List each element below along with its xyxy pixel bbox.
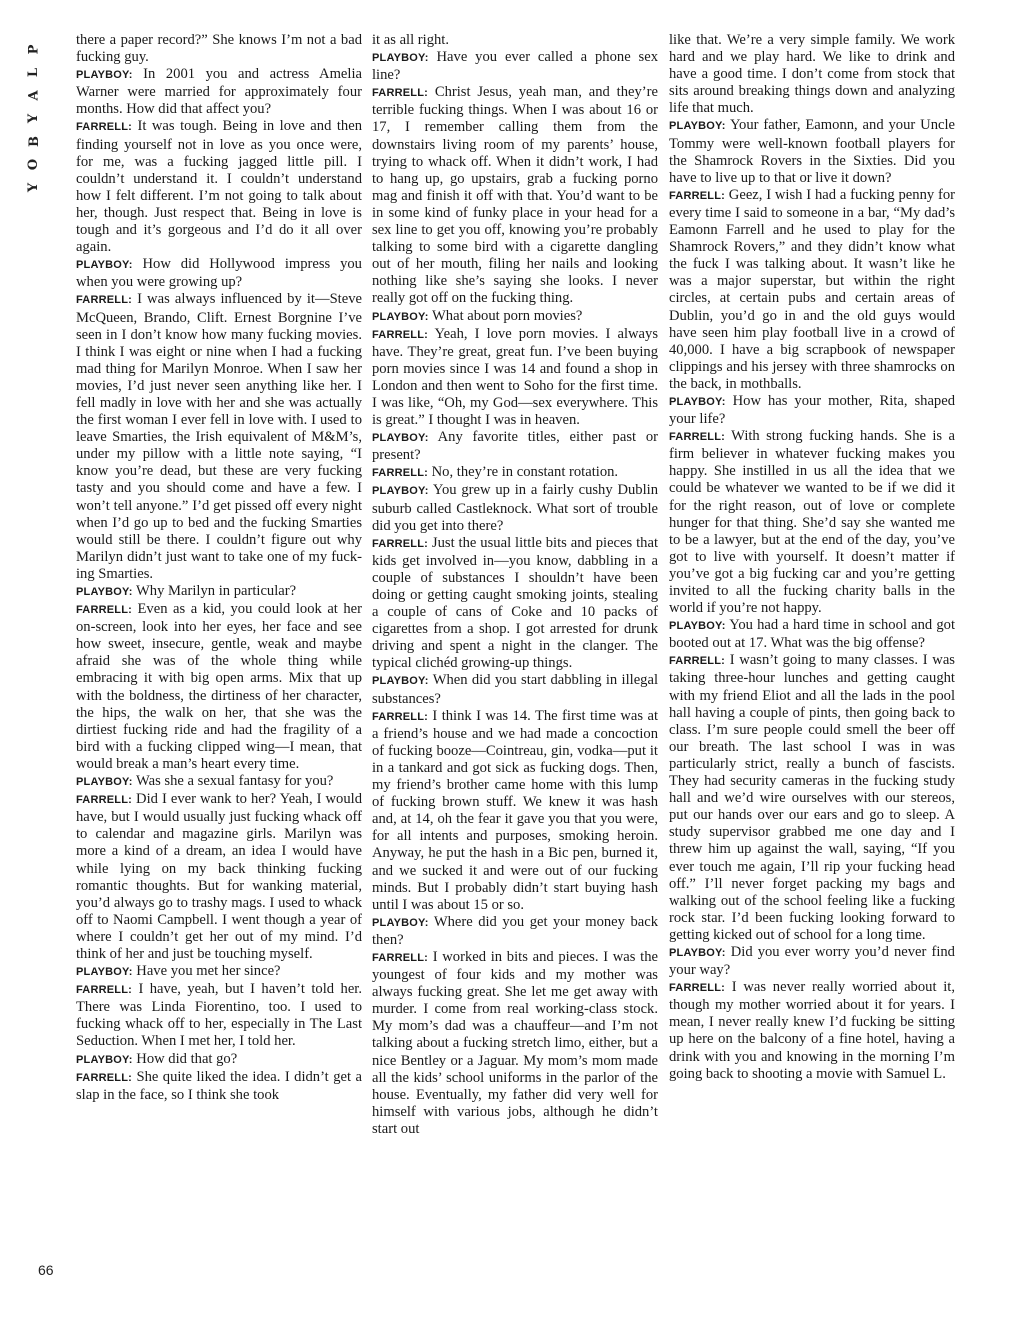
interview-paragraph bbox=[372, 49, 658, 84]
interview-paragraph bbox=[372, 535, 658, 673]
speaker-label: FARRELL: bbox=[372, 87, 428, 100]
paragraph-text: Did you ever worry you’d never find your way? bbox=[669, 943, 955, 979]
interview-paragraph bbox=[372, 482, 658, 534]
paragraph-text: You grew up in a fairly cushy Dublin suburb called Castleknock. What sort of trouble did you get into there? bbox=[372, 482, 658, 534]
paragraph-text: Have you met her since? bbox=[136, 963, 281, 980]
paragraph-text: I was always influenced by it—Steve McQueen, Brando, Clift. Ernest Borgnine I’ve seen in I don’t know how many fucking movies. I think I was eight or nine when I had a fucking mad thing for Marilyn Monroe. When I saw her movies, I’d just never seen anything like her. I fell madly in love with her and she was actually the first woman I ever fell in love with. I used to leave Smarties, the Irish equivalent of M&M’s, under my pillow with a little note saying, “I know you’re dead, but these are very fucking tasty and you should come and have a few. I won’t tell anyone.” I’d get pissed off every night when I’d go up to bed and the fucking Smarties would still be there. I couldn’t figure out why Marilyn didn’t just want to take one of my fuck-ing Smarties. bbox=[76, 291, 362, 582]
paragraph-text: When did you start dabbling in illegal substances? bbox=[372, 672, 658, 707]
paragraph-text: there a paper record?” She knows I’m not a bad fucking guy. bbox=[76, 32, 362, 66]
paragraph-text: Even as a kid, you could look at her on-screen, look into her eyes, her face and see how sweet, insecure, gentle, weak and maybe afraid she was of the whole thing while embracing it with big open arms. Mix that up with the boldness, the dirtiness of her character, the hips, the walk on her, that she was the dirtiest fucking ride and had the fragility of a bird with a fucking clipped wing—I mean, that would break a man’s heart every time. bbox=[76, 601, 363, 772]
interview-paragraph bbox=[76, 256, 362, 291]
paragraph-text: Your father, Eamonn, and your Uncle Tommy were well-known football players for the Shamrock Rovers in the Sixties. Did you have to live up to that or live it down? bbox=[669, 117, 955, 186]
speaker-label: PLAYBOY: bbox=[669, 395, 726, 408]
speaker-label: FARRELL: bbox=[669, 431, 725, 444]
paragraph-text: Christ Jesus, yeah man, and they’re terrible fucking things. When I was about 16 or 17, I remember calling them from the downstairs living room of my parents’ house, trying to whack off. When it didn’t work, I had to hang up, go upstairs, grab a fucking porno mag and finish it off with that. You’d want to be in some kind of funky place in your head for a sex line to get you off, knowing you’re probably talking to some bird with a cigarette dangling out of her mouth, filing her nails and looking nothing like she’s saying she looks. I never really got off on the fucking thing. bbox=[372, 84, 658, 307]
paragraph-text: How did Hollywood impress you when you were growing up? bbox=[76, 256, 362, 291]
magazine-letter: O bbox=[26, 158, 42, 171]
interview-paragraph bbox=[76, 791, 362, 963]
speaker-label: FARRELL: bbox=[669, 982, 725, 995]
speaker-label: PLAYBOY: bbox=[76, 776, 133, 789]
paragraph-text: I wasn’t going to many classes. I was taking three-hour lunches and getting caught with my friend Eliot and all the lads in the pool hall having a couple of pints, then going back to class. I’m sure people could smell the beer off our breath. The last school I was in was particularly strict, really a bunch of fascists. They had security cameras in the fucking study hall and we’d wire ourselves with our stereos, put our hands over our ears and go to sleep. A study supervisor grabbed me one day and I threw him up against the wall, saying, “If you ever touch me again, I’ll rip your fucking head off.” I’ll never forget packing my bags and walking out of the school feeling like a fucking rock star. I’d been fucking looking forward to getting kicked out of school for a long time. bbox=[669, 652, 955, 943]
paragraph-text: In 2001 you and actress Amelia Warner were married for approximately four months. How did that affect you? bbox=[76, 66, 363, 118]
paragraph-text: With strong fucking hands. She is a firm believer in whatever fucking makes you happy. She instilled in us all the idea that we could be whatever we wanted to be if we did it for the right reason, out of love or complete hunger for that thing. She’d say she wanted me to be a lawyer, but at the end of the day, you’ve got to live with yourself. It doesn’t matter if you’ve got a big fucking car and you’re getting invited to all the fucking charity balls in the world if you’re not happy. bbox=[669, 428, 955, 617]
paragraph-text: It was tough. Being in love and then finding yourself not in love as you once were, for me, was a fucking jagged little pill. I couldn’t understand it. I couldn’t understand how I felt different. I’m not going to talk about her, though. Just respect that. Being in love is tough and it’s gorgeous and I’d do it all over again. bbox=[76, 118, 362, 256]
paragraph-text: like that. We’re a very simple family. We work hard and we play hard. We like to drink and have a good time. I don’t come from stock that sits around breaking things down and analyzing life that much. bbox=[669, 32, 955, 117]
magazine-letter: P bbox=[26, 44, 42, 55]
paragraph-text: How has your mother, Rita, shaped your life? bbox=[669, 392, 955, 428]
interview-paragraph bbox=[372, 308, 658, 326]
speaker-label: PLAYBOY: bbox=[372, 432, 429, 445]
paragraph-text: No, they’re in constant rotation. bbox=[431, 464, 619, 481]
interview-paragraph bbox=[669, 187, 955, 393]
paragraph-text: Where did you get your money back then? bbox=[372, 913, 658, 948]
interview-paragraph bbox=[372, 464, 658, 482]
interview-paragraph bbox=[372, 326, 658, 430]
interview-paragraph bbox=[76, 963, 362, 981]
speaker-label: FARRELL: bbox=[372, 951, 428, 964]
text-column-1 bbox=[76, 32, 362, 1104]
text-column-2 bbox=[372, 32, 658, 1138]
speaker-label: FARRELL: bbox=[76, 294, 132, 307]
speaker-label: PLAYBOY: bbox=[669, 620, 726, 633]
paragraph-text: Did I ever wank to her? Yeah, I would have, but I would usually just fucking whack off to calendar and magazine girls. Marilyn was more a kind of a dream, an idea I would have while lying on my back thinking fucking romantic thoughts. But for wanking material, you’d always go to trashy mags. I used to whack off to Naomi Campbell. I went though a year of where I couldn’t get her out of my mind. I’d think of her and just be touching myself. bbox=[76, 791, 363, 962]
interview-paragraph bbox=[372, 914, 658, 949]
interview-paragraph bbox=[372, 32, 658, 49]
interview-paragraph bbox=[669, 944, 955, 979]
paragraph-text: I worked in bits and pieces. I was the youngest of four kids and my mother was always fucking great. She let me get away with murder. I come from real working-class stock. My mom’s dad was a chauffeur—and I’m not talking about a fucking stretch limo, either, but a nice Bentley or a Jaguar. My mom’s mom made all the kids’ school uniforms in the parlor of the house. Eventually, my father did very well for himself with various jobs, although he didn’t start out bbox=[372, 948, 658, 1137]
speaker-label: FARRELL: bbox=[372, 467, 428, 480]
magazine-letter: L bbox=[26, 67, 42, 78]
interview-paragraph bbox=[76, 981, 362, 1050]
magazine-letter: B bbox=[26, 136, 42, 147]
interview-paragraph bbox=[669, 428, 955, 617]
paragraph-text: I have, yeah, but I haven’t told her. There was Linda Fiorentino, too. I used to fucking whack off to her, especially in The Last Seduction. When I met her, I told her. bbox=[76, 981, 362, 1050]
interview-paragraph bbox=[372, 84, 658, 307]
speaker-label: PLAYBOY: bbox=[76, 586, 133, 598]
paragraph-text: Just the usual little bits and pieces that kids get involved in—you know, dabbling in a couple of substances I shouldn’t have been doing or getting caught smoking joints, stealing a couple of cans of Coke and 10 packs of cigarettes from a shop. I got arrested for drunk driving and spent a night in the clanger. The typical clichéd growing-up things. bbox=[372, 534, 658, 672]
text-column-3 bbox=[669, 32, 955, 1083]
magazine-letter: A bbox=[26, 90, 42, 101]
paragraph-text: Yeah, I love porn movies. I always have. They’re great, great fun. I’ve been buying porn movies since I was 14 and found a shop in London and then went to Soho for the first time. I was like, “Oh, my God—sex everywhere. This is great.” I thought I was in heaven. bbox=[372, 325, 659, 429]
interview-paragraph bbox=[76, 66, 362, 118]
speaker-label: PLAYBOY: bbox=[76, 69, 133, 82]
speaker-label: PLAYBOY: bbox=[669, 120, 726, 133]
paragraph-text: I think I was 14. The first time was at a friend’s house and we had made a concoction of fucking booze—Cointreau, gin, vodka—put it in a tankard and got sick as fucking dogs. Then, my friend’s brother came home with this lump of fucking brown stuff. We knew it was hash and, at 14, oh the fear it gave you that you were, for all intents and purposes, smoking heroin. Anyway, he put the hash in a Bic pen, burned it, and we sucked it and were out of our fucking minds. But I probably didn’t start buying hash until I was about 15 or so. bbox=[372, 707, 659, 913]
page-number: 66 bbox=[38, 1262, 54, 1278]
paragraph-text: Any favorite titles, either past or present? bbox=[372, 429, 659, 464]
interview-paragraph bbox=[76, 601, 362, 773]
speaker-label: PLAYBOY: bbox=[372, 916, 429, 929]
speaker-label: FARRELL: bbox=[372, 328, 428, 341]
speaker-label: FARRELL: bbox=[76, 984, 132, 997]
interview-paragraph bbox=[372, 949, 658, 1138]
speaker-label: PLAYBOY: bbox=[372, 310, 429, 323]
speaker-label: FARRELL: bbox=[372, 537, 428, 550]
interview-paragraph bbox=[669, 652, 955, 944]
paragraph-text: I was never really worried about it, though my mother worried about it for years. I mean, I never really knew I’d fucking be sitting up here on the balcony of a fine hotel, having a drink with you and knowing in the morning I’m going back to shooting a movie with Samuel L. bbox=[669, 979, 956, 1082]
paragraph-text: You had a hard time in school and got booted out at 17. What was the big offense? bbox=[669, 617, 956, 652]
interview-paragraph bbox=[372, 429, 658, 464]
speaker-label: PLAYBOY: bbox=[76, 966, 133, 979]
magazine-name-vertical bbox=[24, 38, 44, 199]
interview-paragraph bbox=[76, 32, 362, 66]
paragraph-text: Geez, I wish I had a fucking penny for every time I said to someone in a bar, “My dad’s Eamonn Farrell and he used to play for the Shamrock Rovers,” and they didn’t know what the fuck I was talking about. It wasn’t like he was a major superstar, but within the right circles, at certain pubs and certain areas of Dublin, you’d go in and the old guys would have seen him play football live in a crowd of 40,000. I have a big scrapbook of newspaper clippings and his jersey with three shamrocks on the back, in mothballs. bbox=[669, 186, 955, 392]
interview-paragraph bbox=[372, 708, 658, 914]
paragraph-text: Why Marilyn in particular? bbox=[136, 583, 297, 599]
speaker-label: PLAYBOY: bbox=[669, 946, 726, 959]
speaker-label: FARRELL: bbox=[372, 710, 428, 723]
interview-paragraph bbox=[669, 617, 955, 652]
speaker-label: FARRELL: bbox=[76, 794, 132, 807]
magazine-letter: Y bbox=[26, 182, 42, 193]
speaker-label: FARRELL: bbox=[76, 121, 132, 134]
speaker-label: PLAYBOY: bbox=[372, 485, 429, 498]
interview-paragraph bbox=[76, 773, 362, 791]
speaker-label: PLAYBOY: bbox=[372, 675, 429, 688]
paragraph-text: What about porn movies? bbox=[432, 307, 583, 324]
paragraph-text: Was she a sexual fantasy for you? bbox=[136, 773, 334, 790]
speaker-label: PLAYBOY: bbox=[76, 259, 133, 272]
interview-paragraph bbox=[76, 1051, 362, 1069]
paragraph-text: How did that go? bbox=[136, 1050, 238, 1067]
speaker-label: FARRELL: bbox=[669, 189, 725, 202]
magazine-letter: Y bbox=[26, 113, 42, 124]
speaker-label: FARRELL: bbox=[669, 655, 725, 668]
interview-paragraph bbox=[76, 583, 362, 601]
interview-paragraph bbox=[669, 117, 955, 186]
interview-paragraph bbox=[76, 1069, 362, 1104]
interview-paragraph bbox=[76, 118, 362, 256]
interview-paragraph bbox=[76, 291, 362, 583]
interview-paragraph bbox=[669, 32, 955, 117]
paragraph-text: Have you ever called a phone sex line? bbox=[372, 49, 658, 84]
speaker-label: FARRELL: bbox=[76, 1071, 132, 1084]
speaker-label: PLAYBOY: bbox=[372, 52, 429, 65]
paragraph-text: it as all right. bbox=[372, 32, 450, 48]
interview-paragraph bbox=[669, 393, 955, 428]
interview-paragraph bbox=[372, 672, 658, 707]
paragraph-text: She quite liked the idea. I didn’t get a slap in the face, so I think she took bbox=[76, 1068, 362, 1103]
speaker-label: PLAYBOY: bbox=[76, 1053, 133, 1066]
speaker-label: FARRELL: bbox=[76, 604, 132, 617]
interview-paragraph bbox=[669, 979, 955, 1083]
